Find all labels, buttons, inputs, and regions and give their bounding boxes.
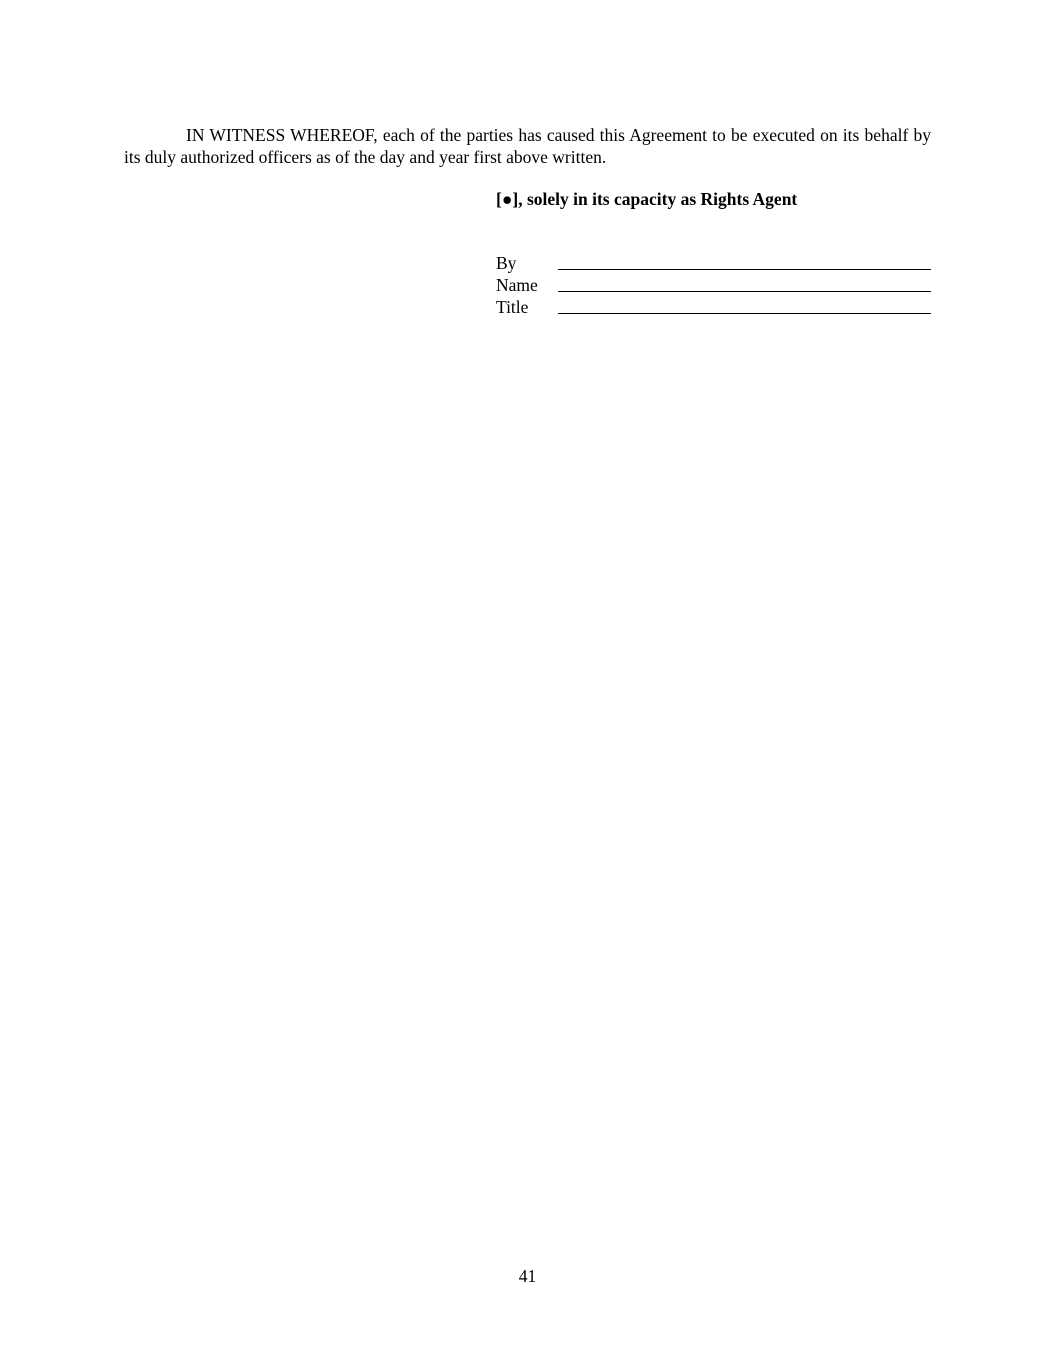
signature-line-name bbox=[558, 275, 931, 292]
signatory-party-name: [●], solely in its capacity as Rights Agent bbox=[496, 189, 798, 209]
signature-line-title bbox=[558, 297, 931, 314]
signature-line-by bbox=[558, 253, 931, 270]
signature-lines bbox=[496, 252, 931, 318]
signature-row-title bbox=[496, 296, 931, 318]
signature-label-title: Title bbox=[496, 297, 529, 317]
signature-label-name: Name bbox=[496, 275, 538, 295]
signature-label-by: By bbox=[496, 253, 517, 273]
page-number: 41 bbox=[518, 1266, 537, 1286]
signature-row-by bbox=[496, 252, 931, 274]
witness-paragraph: IN WITNESS WHEREOF, each of the parties has caused this Agreement to be executed on its behalf by its duly authorized officers as of the day and year first above written. bbox=[124, 125, 931, 167]
signature-block bbox=[496, 188, 931, 318]
signature-row-name bbox=[496, 274, 931, 296]
